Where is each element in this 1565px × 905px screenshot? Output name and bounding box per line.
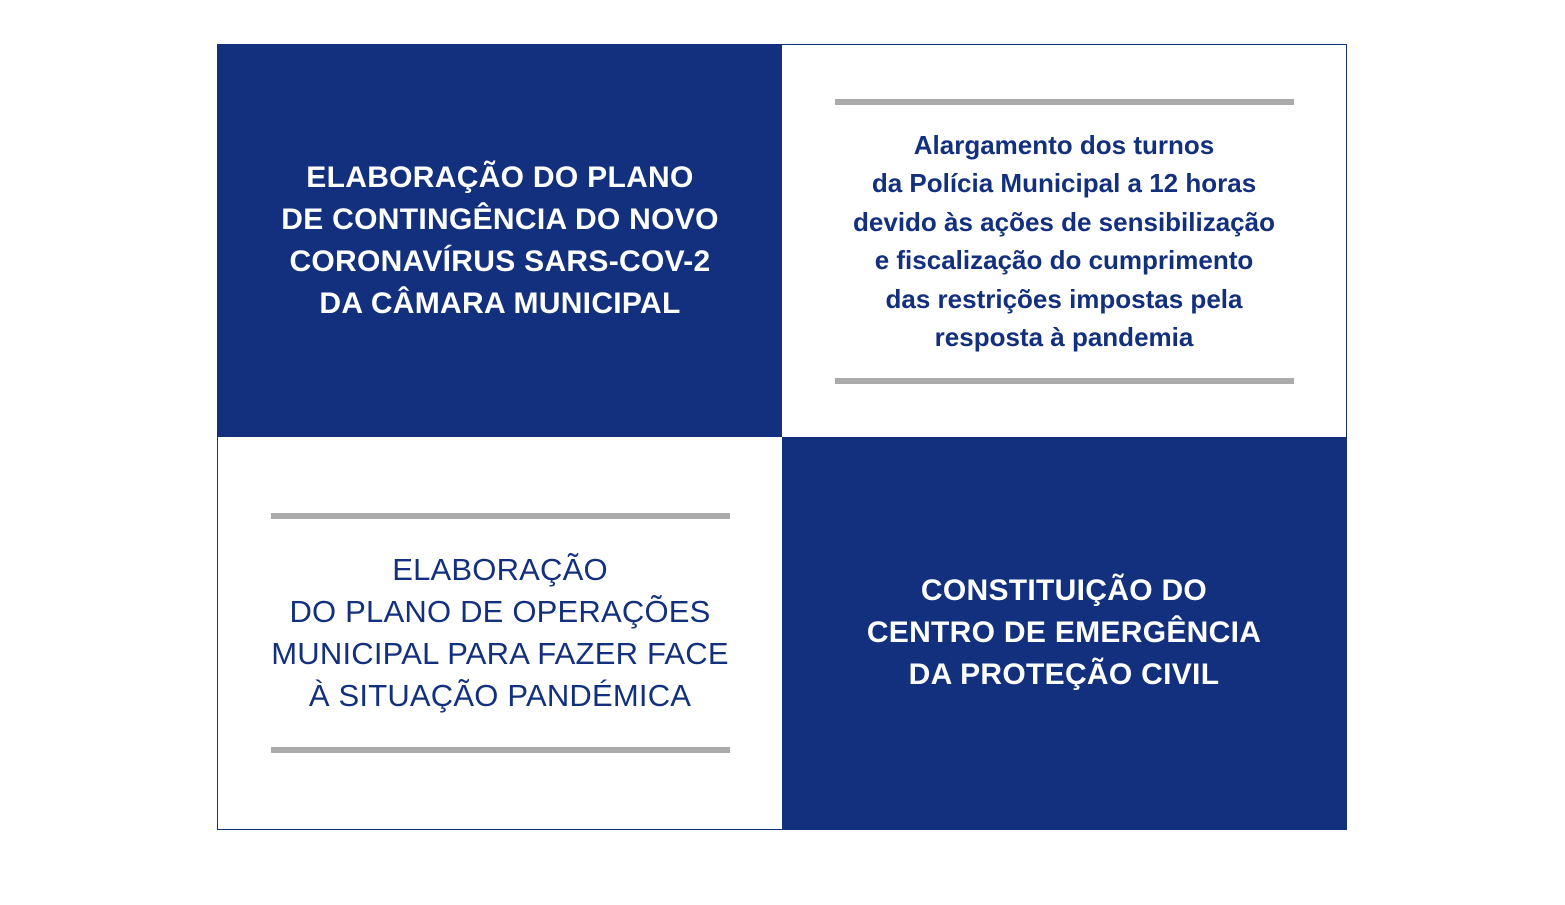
top-divider <box>271 513 730 519</box>
text-line: ELABORAÇÃO <box>392 552 608 587</box>
text-line: ELABORAÇÃO DO PLANO <box>306 161 694 194</box>
top-divider <box>835 99 1294 105</box>
text-line: DA PROTEÇÃO CIVIL <box>908 658 1220 691</box>
quadrant-emergency-center <box>782 437 1346 829</box>
text-line: À SITUAÇÃO PANDÉMICA <box>308 678 692 713</box>
text-line: Alargamento dos turnos <box>913 129 1215 160</box>
quadrant-police-shifts <box>782 45 1346 437</box>
text-line: MUNICIPAL PARA FAZER FACE <box>271 636 729 671</box>
emergency-center-text <box>867 570 1261 696</box>
contingency-plan-text <box>281 157 718 325</box>
text-line: DA CÂMARA MUNICIPAL <box>319 287 681 320</box>
measures-grid <box>217 44 1347 830</box>
text-line: CENTRO DE EMERGÊNCIA <box>866 616 1262 649</box>
text-line: das restrições impostas pela <box>885 283 1243 314</box>
bottom-divider <box>835 378 1294 384</box>
text-line: resposta à pandemia <box>934 322 1194 352</box>
text-line: CORONAVÍRUS SARS-COV-2 <box>289 245 711 278</box>
text-line: e fiscalização do cumprimento <box>874 245 1254 275</box>
quadrant-operations-plan <box>218 437 782 829</box>
quadrant-contingency-plan <box>218 45 782 437</box>
text-line: DE CONTINGÊNCIA DO NOVO <box>281 203 719 236</box>
bottom-divider <box>271 747 730 753</box>
text-line: da Polícia Municipal a 12 horas <box>871 168 1257 198</box>
text-line: CONSTITUIÇÃO DO <box>920 574 1208 607</box>
text-line: devido às ações de sensibilização <box>853 206 1275 237</box>
operations-plan-text <box>271 549 728 717</box>
police-shifts-text <box>853 126 1275 357</box>
text-line: DO PLANO DE OPERAÇÕES <box>289 594 711 629</box>
